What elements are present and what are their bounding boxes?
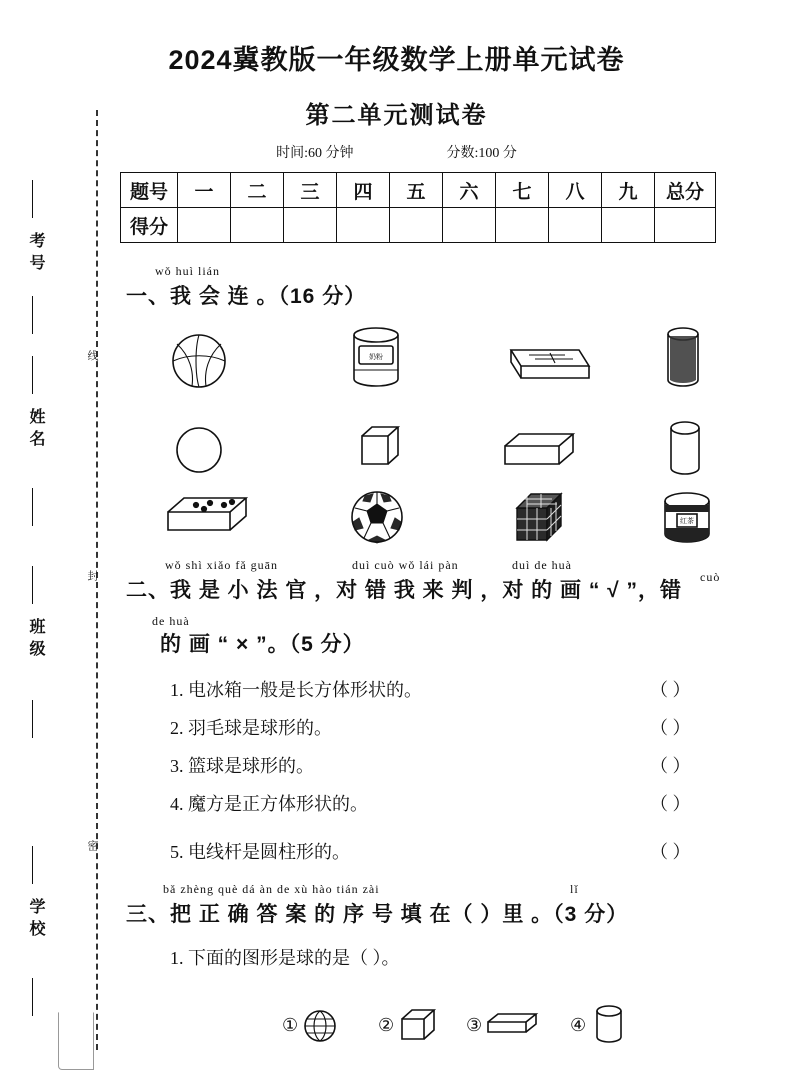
table-row-score	[121, 208, 716, 243]
score-cell-1[interactable]	[178, 208, 231, 243]
score-cell-7[interactable]	[496, 208, 549, 243]
figure-rubiks-cube	[505, 488, 577, 550]
q3-option-label-3[interactable]: ③	[466, 1015, 483, 1035]
q2-answer-4[interactable]: （ ）	[650, 794, 691, 814]
score-cell-3[interactable]	[284, 208, 337, 243]
score-cell-total[interactable]	[655, 208, 716, 243]
q3-option-label-4[interactable]: ④	[570, 1015, 587, 1035]
figure-tea-tin	[655, 488, 719, 550]
table-row-question-no	[121, 173, 716, 208]
time-label: 时间:60 分钟	[276, 146, 354, 161]
margin-rule-2	[32, 296, 33, 334]
margin-class: 班级	[27, 618, 44, 662]
score-table	[120, 172, 716, 243]
score-cell-8[interactable]	[549, 208, 602, 243]
figure-option-cylinder	[590, 1003, 628, 1047]
figure-striped-ball	[300, 1008, 340, 1044]
q2-pinyin-part-1: wǒ shì xiǎo fǎ guān	[165, 558, 278, 572]
figure-option-cube	[396, 1005, 440, 1045]
q2-pinyin-part-4: cuò	[700, 570, 721, 584]
figure-cuboid-outline	[497, 428, 583, 474]
margin-name: 姓名	[27, 408, 44, 452]
col-total: 总分	[655, 173, 716, 208]
q3-pinyin: bǎ zhèng què dá àn de xù hào tián zài	[163, 882, 380, 896]
figure-domino-block	[160, 490, 262, 540]
col-2: 二	[231, 173, 284, 208]
score-cell-9[interactable]	[602, 208, 655, 243]
can-label: 奶粉	[369, 354, 383, 361]
q2-answer-3[interactable]: （ ）	[650, 756, 691, 776]
figure-soccer-ball	[345, 486, 409, 548]
figure-volleyball	[162, 330, 236, 392]
margin-exam-no: 考号	[27, 232, 44, 276]
score-cell-5[interactable]	[390, 208, 443, 243]
q3-option-label-2[interactable]: ②	[378, 1015, 395, 1035]
q2-heading-line2: 的 画 “ × ”。（5 分）	[160, 633, 365, 656]
q2-item-5: 5. 电线杆是圆柱形的。	[170, 842, 350, 862]
figure-cube-outline	[352, 420, 406, 476]
q3-option-label-1[interactable]: ①	[282, 1015, 299, 1035]
figure-cylinder-outline	[663, 418, 707, 480]
q2-heading-line1: 二、我 是 小 法 官 ，对 错 我 来 判 ，对 的 画 “ √ ”，错	[126, 579, 683, 602]
figure-sphere-outline	[170, 422, 228, 478]
score-cell-2[interactable]	[231, 208, 284, 243]
figure-milk-powder-can	[345, 322, 407, 392]
col-1: 一	[178, 173, 231, 208]
col-4: 四	[337, 173, 390, 208]
margin-rule-5	[32, 566, 33, 604]
margin-rule-7	[32, 846, 33, 884]
q1-pinyin: wǒ huì lián	[155, 264, 220, 278]
q1-heading: 一、我 会 连 。（16 分）	[126, 285, 367, 308]
q3-item-1: 1. 下面的图形是球的是（ ）。	[170, 948, 400, 968]
q2-answer-5[interactable]: （ ）	[650, 842, 691, 862]
figure-option-flat-cuboid	[484, 1010, 546, 1040]
q2-item-2: 2. 羽毛球是球形的。	[170, 718, 332, 738]
col-6: 六	[443, 173, 496, 208]
figure-cylinder-can-dark	[660, 324, 706, 390]
seal-char-feng: 封	[86, 570, 98, 583]
row-head-question-no: 题号	[121, 173, 178, 208]
margin-rule-1	[32, 180, 33, 218]
row-head-score: 得分	[121, 208, 178, 243]
margin-rule-4	[32, 488, 33, 526]
q2-item-4: 4. 魔方是正方体形状的。	[170, 794, 368, 814]
margin-school: 学校	[27, 898, 44, 942]
figure-pencil-case	[495, 336, 591, 386]
score-label: 分数:100 分	[446, 146, 517, 161]
margin-rule-3	[32, 356, 33, 394]
col-3: 三	[284, 173, 337, 208]
col-9: 九	[602, 173, 655, 208]
q2-pinyin-part-3: duì de huà	[512, 558, 572, 572]
q3-pinyin-2: lǐ	[570, 882, 579, 896]
q3-heading: 三、把 正 确 答 案 的 序 号 填 在（ ）里 。（3 分）	[126, 903, 629, 926]
col-5: 五	[390, 173, 443, 208]
left-margin-strip	[0, 0, 110, 1082]
q2-item-3: 3. 篮球是球形的。	[170, 756, 314, 776]
seal-char-line: 线	[86, 350, 98, 363]
exam-meta-row	[0, 142, 793, 162]
tin-label: 红茶	[680, 518, 694, 525]
score-cell-4[interactable]	[337, 208, 390, 243]
margin-rule-6	[32, 700, 33, 738]
q2-pinyin-part-2: duì cuò wǒ lái pàn	[352, 558, 459, 572]
col-8: 八	[549, 173, 602, 208]
margin-rule-8	[32, 978, 33, 1016]
q2-item-1: 1. 电冰箱一般是长方体形状的。	[170, 680, 422, 700]
seal-char-mi: 密	[86, 840, 98, 853]
q2-answer-2[interactable]: （ ）	[650, 718, 691, 738]
score-cell-6[interactable]	[443, 208, 496, 243]
page-title: 2024冀教版一年级数学上册单元试卷	[168, 45, 625, 75]
q2-pinyin-part-5: de huà	[152, 614, 190, 628]
col-7: 七	[496, 173, 549, 208]
page-corner-fold	[58, 1012, 94, 1070]
q2-answer-1[interactable]: （ ）	[650, 680, 691, 700]
page-subtitle: 第二单元测试卷	[305, 103, 488, 129]
